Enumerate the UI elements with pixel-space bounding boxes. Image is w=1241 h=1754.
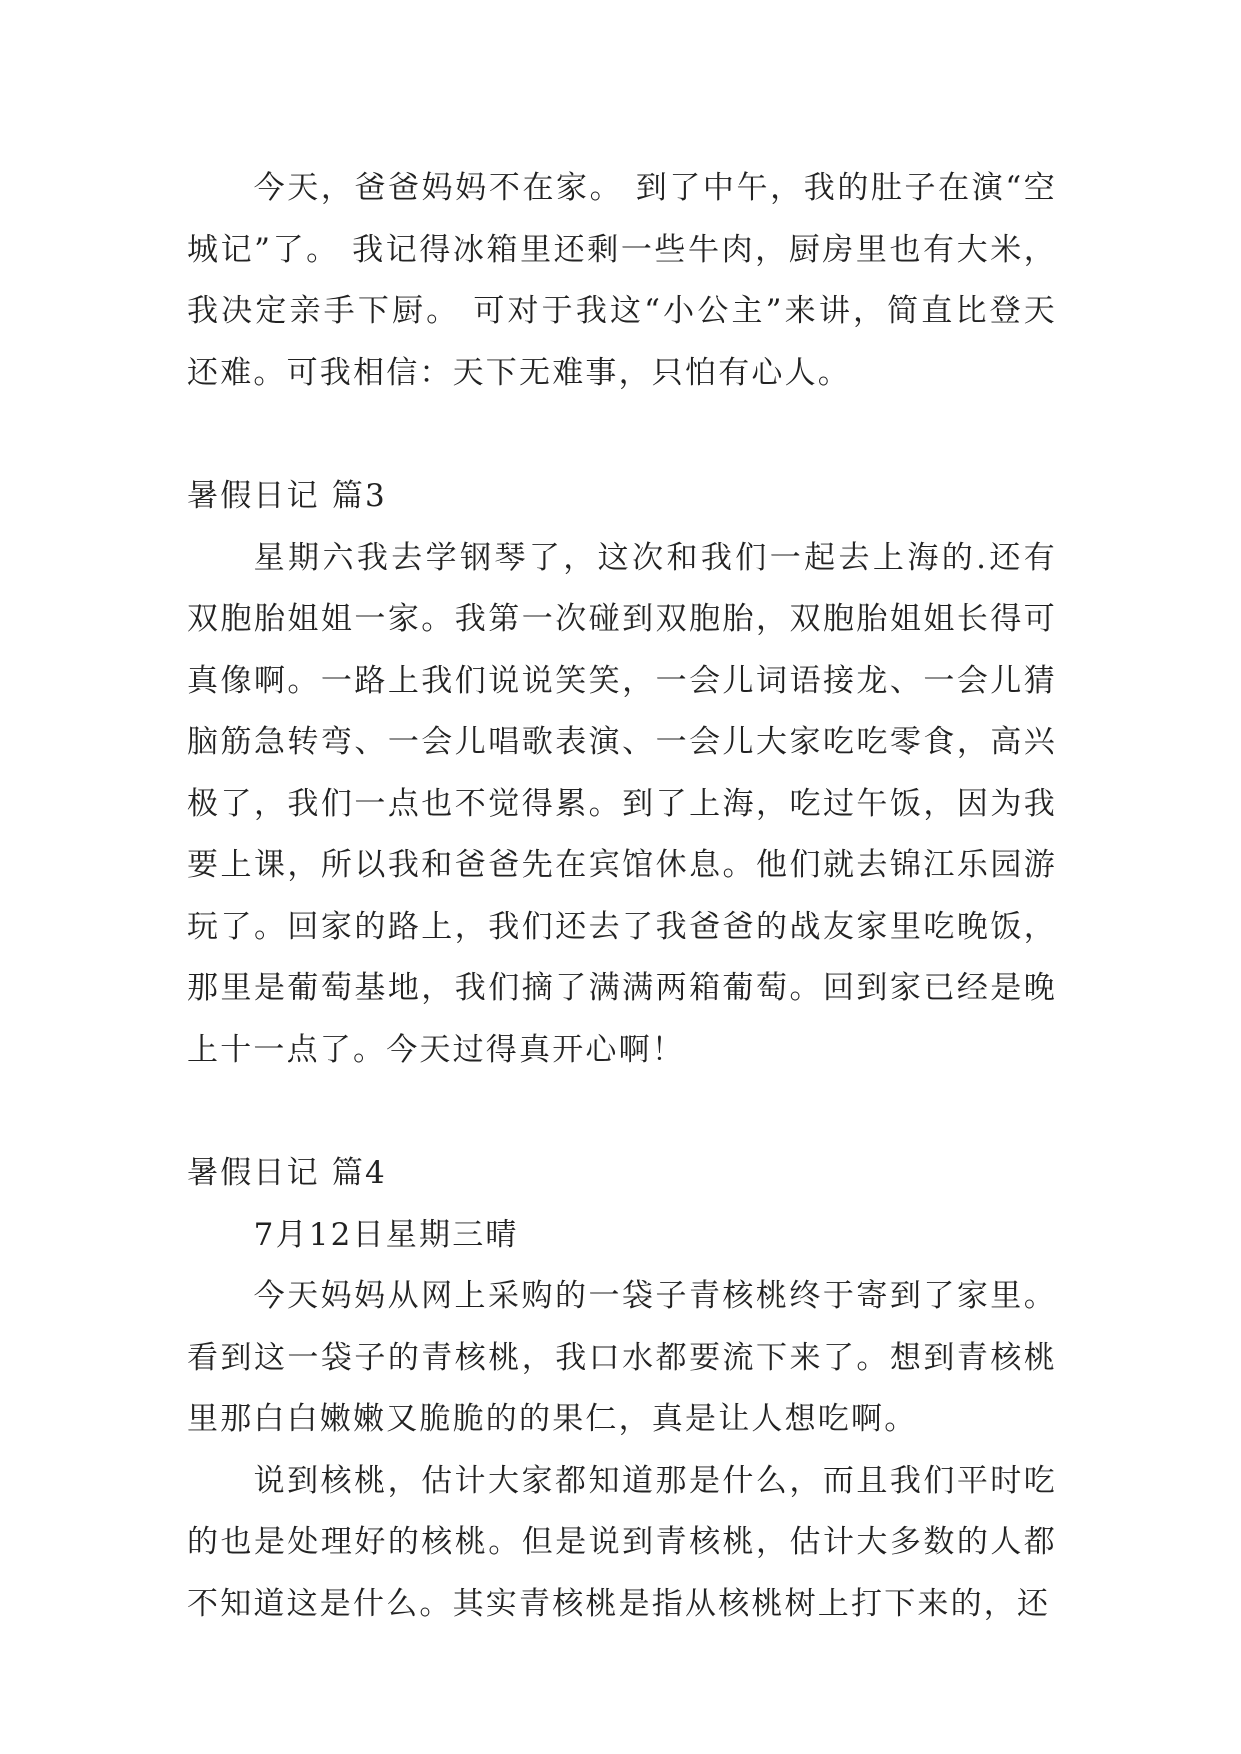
document-body bbox=[187, 158, 1057, 1635]
diary-date-line: 7月12日星期三晴 bbox=[253, 1216, 519, 1253]
section-heading-4: 暑假日记 篇4 bbox=[187, 1155, 387, 1191]
paragraph-section-3: 星期六我去学钢琴了，这次和我们一起去上海的.还有双胞胎姐姐一家。我第一次碰到双胞胎，双胞胎姐姐长得可真像啊。一路上我们说说笑笑，一会儿词语接龙、一会儿猜脑筋急转弯、一会儿唱歌表演、一会儿大家吃吃零食，高兴极了，我们一点也不觉得累。到了上海，吃过午饭，因为我要上课，所以我和爸爸先在宾馆休息。他们就去锦江乐园游玩了。回家的路上，我们还去了我爸爸的战友家里吃晚饭，那里是葡萄基地，我们摘了满满两箱葡萄。回到家已经是晚上十一点了。今天过得真开心啊！ bbox=[187, 539, 1057, 1068]
paragraph-section-4-2: 说到核桃，估计大家都知道那是什么，而且我们平时吃的也是处理好的核桃。但是说到青核桃，估计大多数的人都不知道这是什么。其实青核桃是指从核桃树上打下来的，还 bbox=[187, 1462, 1057, 1622]
section-heading-3: 暑假日记 篇3 bbox=[187, 478, 387, 514]
paragraph-intro: 今天，爸爸妈妈不在家。 到了中午，我的肚子在演“空城记”了。 我记得冰箱里还剩一些牛肉，厨房里也有大米，我决定亲手下厨。 可对于我这“小公主”来讲，简直比登天还难。可我相信：天下无难事，只怕有心人。 bbox=[187, 170, 1057, 391]
paragraph-section-4-1: 今天妈妈从网上采购的一袋子青核桃终于寄到了家里。看到这一袋子的青核桃，我口水都要流下来了。想到青核桃里那白白嫩嫩又脆脆的的果仁，真是让人想吃啊。 bbox=[187, 1278, 1057, 1437]
